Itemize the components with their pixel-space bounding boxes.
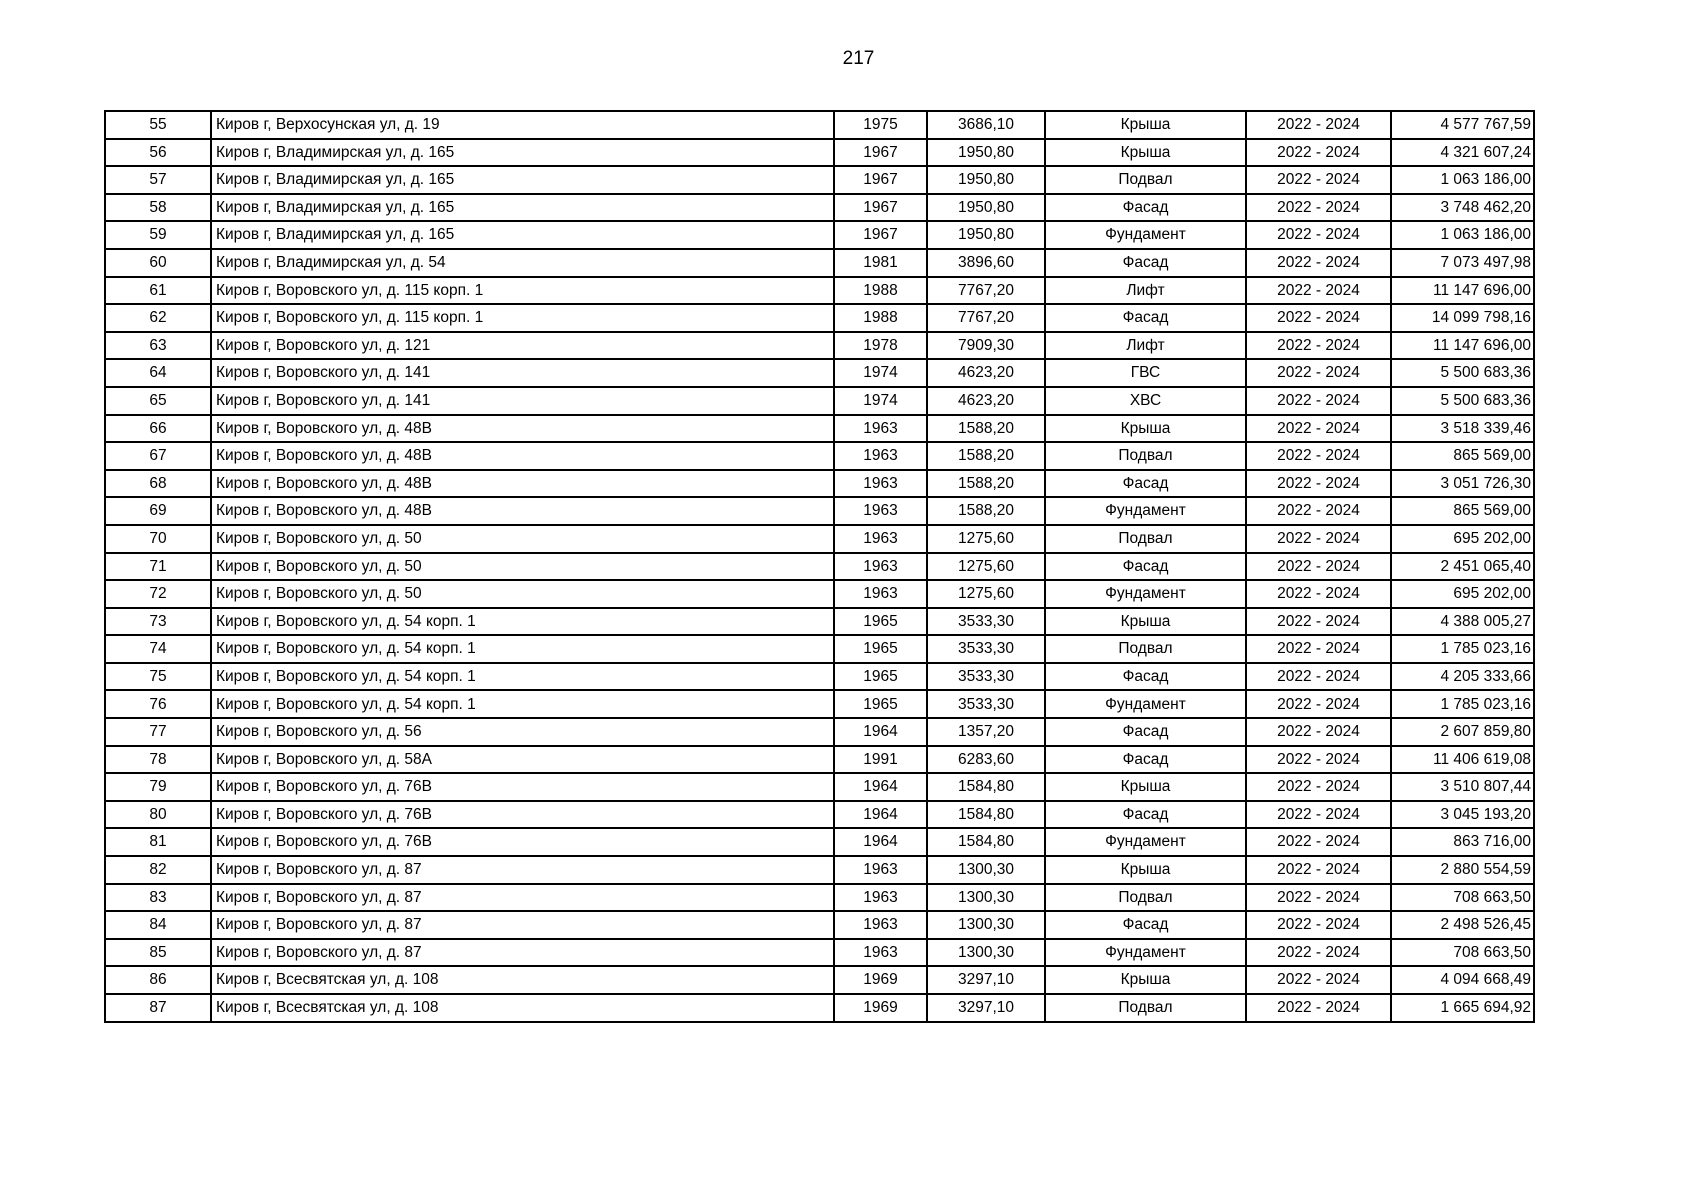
work-type-cell: Фасад	[1045, 194, 1246, 222]
cost-cell: 2 607 859,80	[1391, 718, 1534, 746]
period-cell: 2022 - 2024	[1246, 939, 1391, 967]
area-cell: 3533,30	[927, 690, 1045, 718]
year-cell: 1963	[834, 553, 927, 581]
cost-cell: 1 063 186,00	[1391, 166, 1534, 194]
address-cell: Киров г, Воровского ул, д. 58А	[211, 746, 834, 774]
work-type-cell: Подвал	[1045, 525, 1246, 553]
cost-cell: 2 498 526,45	[1391, 911, 1534, 939]
cost-cell: 4 577 767,59	[1391, 111, 1534, 139]
row-number-cell: 61	[105, 277, 211, 305]
address-cell: Киров г, Всесвятская ул, д. 108	[211, 994, 834, 1022]
row-number-cell: 68	[105, 470, 211, 498]
area-cell: 1950,80	[927, 139, 1045, 167]
area-cell: 1950,80	[927, 194, 1045, 222]
work-type-cell: Фасад	[1045, 746, 1246, 774]
address-cell: Киров г, Владимирская ул, д. 165	[211, 194, 834, 222]
address-cell: Киров г, Воровского ул, д. 48В	[211, 415, 834, 443]
year-cell: 1978	[834, 332, 927, 360]
address-cell: Киров г, Воровского ул, д. 54 корп. 1	[211, 690, 834, 718]
work-type-cell: Фундамент	[1045, 690, 1246, 718]
year-cell: 1964	[834, 718, 927, 746]
period-cell: 2022 - 2024	[1246, 221, 1391, 249]
area-cell: 1275,60	[927, 580, 1045, 608]
address-cell: Киров г, Воровского ул, д. 87	[211, 911, 834, 939]
year-cell: 1963	[834, 911, 927, 939]
row-number-cell: 81	[105, 828, 211, 856]
address-cell: Киров г, Воровского ул, д. 115 корп. 1	[211, 277, 834, 305]
table-row	[105, 773, 1534, 801]
work-type-cell: Фундамент	[1045, 939, 1246, 967]
cost-cell: 708 663,50	[1391, 939, 1534, 967]
table-row	[105, 553, 1534, 581]
address-cell: Киров г, Владимирская ул, д. 165	[211, 166, 834, 194]
period-cell: 2022 - 2024	[1246, 690, 1391, 718]
area-cell: 6283,60	[927, 746, 1045, 774]
period-cell: 2022 - 2024	[1246, 635, 1391, 663]
work-type-cell: Лифт	[1045, 277, 1246, 305]
cost-cell: 2 880 554,59	[1391, 856, 1534, 884]
year-cell: 1967	[834, 221, 927, 249]
table-row	[105, 856, 1534, 884]
work-type-cell: Фундамент	[1045, 828, 1246, 856]
table-row	[105, 470, 1534, 498]
work-type-cell: Фасад	[1045, 911, 1246, 939]
area-cell: 1300,30	[927, 884, 1045, 912]
period-cell: 2022 - 2024	[1246, 884, 1391, 912]
work-type-cell: Крыша	[1045, 608, 1246, 636]
work-type-cell: Фасад	[1045, 553, 1246, 581]
row-number-cell: 58	[105, 194, 211, 222]
area-cell: 4623,20	[927, 387, 1045, 415]
cost-cell: 695 202,00	[1391, 525, 1534, 553]
table-container	[104, 110, 1535, 1023]
table-row	[105, 939, 1534, 967]
period-cell: 2022 - 2024	[1246, 332, 1391, 360]
cost-cell: 3 510 807,44	[1391, 773, 1534, 801]
year-cell: 1963	[834, 415, 927, 443]
cost-cell: 865 569,00	[1391, 442, 1534, 470]
address-cell: Киров г, Воровского ул, д. 48В	[211, 497, 834, 525]
year-cell: 1967	[834, 194, 927, 222]
address-cell: Киров г, Воровского ул, д. 141	[211, 359, 834, 387]
address-cell: Киров г, Воровского ул, д. 54 корп. 1	[211, 608, 834, 636]
cost-cell: 5 500 683,36	[1391, 359, 1534, 387]
cost-cell: 3 051 726,30	[1391, 470, 1534, 498]
year-cell: 1988	[834, 304, 927, 332]
row-number-cell: 87	[105, 994, 211, 1022]
address-cell: Киров г, Всесвятская ул, д. 108	[211, 966, 834, 994]
cost-cell: 5 500 683,36	[1391, 387, 1534, 415]
row-number-cell: 55	[105, 111, 211, 139]
works-table	[104, 110, 1535, 1023]
cost-cell: 11 147 696,00	[1391, 277, 1534, 305]
area-cell: 1950,80	[927, 221, 1045, 249]
work-type-cell: Подвал	[1045, 884, 1246, 912]
work-type-cell: Фасад	[1045, 304, 1246, 332]
table-row	[105, 221, 1534, 249]
table-row	[105, 884, 1534, 912]
table-row	[105, 194, 1534, 222]
table-row	[105, 718, 1534, 746]
table-row	[105, 828, 1534, 856]
row-number-cell: 79	[105, 773, 211, 801]
row-number-cell: 69	[105, 497, 211, 525]
address-cell: Киров г, Воровского ул, д. 76В	[211, 828, 834, 856]
period-cell: 2022 - 2024	[1246, 359, 1391, 387]
address-cell: Киров г, Воровского ул, д. 141	[211, 387, 834, 415]
row-number-cell: 83	[105, 884, 211, 912]
area-cell: 3297,10	[927, 994, 1045, 1022]
period-cell: 2022 - 2024	[1246, 277, 1391, 305]
year-cell: 1974	[834, 387, 927, 415]
area-cell: 1588,20	[927, 415, 1045, 443]
row-number-cell: 84	[105, 911, 211, 939]
area-cell: 1588,20	[927, 497, 1045, 525]
cost-cell: 1 063 186,00	[1391, 221, 1534, 249]
period-cell: 2022 - 2024	[1246, 828, 1391, 856]
year-cell: 1963	[834, 497, 927, 525]
table-row	[105, 525, 1534, 553]
address-cell: Киров г, Воровского ул, д. 87	[211, 884, 834, 912]
row-number-cell: 64	[105, 359, 211, 387]
table-row	[105, 966, 1534, 994]
table-row	[105, 359, 1534, 387]
area-cell: 1950,80	[927, 166, 1045, 194]
area-cell: 7767,20	[927, 277, 1045, 305]
work-type-cell: Фундамент	[1045, 580, 1246, 608]
table-row	[105, 415, 1534, 443]
year-cell: 1981	[834, 249, 927, 277]
year-cell: 1963	[834, 939, 927, 967]
work-type-cell: Подвал	[1045, 635, 1246, 663]
year-cell: 1964	[834, 801, 927, 829]
work-type-cell: Крыша	[1045, 773, 1246, 801]
year-cell: 1963	[834, 525, 927, 553]
area-cell: 1588,20	[927, 442, 1045, 470]
cost-cell: 1 785 023,16	[1391, 635, 1534, 663]
table-row	[105, 111, 1534, 139]
row-number-cell: 75	[105, 663, 211, 691]
period-cell: 2022 - 2024	[1246, 608, 1391, 636]
work-type-cell: Крыша	[1045, 856, 1246, 884]
table-row	[105, 497, 1534, 525]
work-type-cell: Лифт	[1045, 332, 1246, 360]
period-cell: 2022 - 2024	[1246, 718, 1391, 746]
area-cell: 1588,20	[927, 470, 1045, 498]
year-cell: 1963	[834, 442, 927, 470]
year-cell: 1967	[834, 139, 927, 167]
work-type-cell: Подвал	[1045, 994, 1246, 1022]
work-type-cell: Фасад	[1045, 718, 1246, 746]
year-cell: 1963	[834, 884, 927, 912]
address-cell: Киров г, Воровского ул, д. 87	[211, 939, 834, 967]
address-cell: Киров г, Воровского ул, д. 48В	[211, 442, 834, 470]
period-cell: 2022 - 2024	[1246, 663, 1391, 691]
cost-cell: 1 665 694,92	[1391, 994, 1534, 1022]
period-cell: 2022 - 2024	[1246, 553, 1391, 581]
period-cell: 2022 - 2024	[1246, 911, 1391, 939]
row-number-cell: 59	[105, 221, 211, 249]
table-row	[105, 277, 1534, 305]
cost-cell: 865 569,00	[1391, 497, 1534, 525]
cost-cell: 11 406 619,08	[1391, 746, 1534, 774]
area-cell: 1275,60	[927, 553, 1045, 581]
year-cell: 1965	[834, 690, 927, 718]
year-cell: 1964	[834, 828, 927, 856]
work-type-cell: Фасад	[1045, 801, 1246, 829]
address-cell: Киров г, Воровского ул, д. 50	[211, 553, 834, 581]
table-row	[105, 635, 1534, 663]
period-cell: 2022 - 2024	[1246, 497, 1391, 525]
work-type-cell: Крыша	[1045, 415, 1246, 443]
work-type-cell: Фундамент	[1045, 221, 1246, 249]
area-cell: 3533,30	[927, 663, 1045, 691]
row-number-cell: 72	[105, 580, 211, 608]
table-row	[105, 801, 1534, 829]
row-number-cell: 60	[105, 249, 211, 277]
period-cell: 2022 - 2024	[1246, 194, 1391, 222]
work-type-cell: Крыша	[1045, 111, 1246, 139]
period-cell: 2022 - 2024	[1246, 966, 1391, 994]
address-cell: Киров г, Верхосунская ул, д. 19	[211, 111, 834, 139]
cost-cell: 2 451 065,40	[1391, 553, 1534, 581]
table-row	[105, 387, 1534, 415]
address-cell: Киров г, Воровского ул, д. 76В	[211, 773, 834, 801]
period-cell: 2022 - 2024	[1246, 994, 1391, 1022]
row-number-cell: 73	[105, 608, 211, 636]
work-type-cell: Фундамент	[1045, 497, 1246, 525]
period-cell: 2022 - 2024	[1246, 746, 1391, 774]
period-cell: 2022 - 2024	[1246, 525, 1391, 553]
work-type-cell: Подвал	[1045, 442, 1246, 470]
period-cell: 2022 - 2024	[1246, 442, 1391, 470]
address-cell: Киров г, Воровского ул, д. 54 корп. 1	[211, 635, 834, 663]
address-cell: Киров г, Воровского ул, д. 87	[211, 856, 834, 884]
address-cell: Киров г, Владимирская ул, д. 165	[211, 139, 834, 167]
table-row	[105, 911, 1534, 939]
table-row	[105, 663, 1534, 691]
cost-cell: 4 388 005,27	[1391, 608, 1534, 636]
year-cell: 1963	[834, 470, 927, 498]
table-row	[105, 608, 1534, 636]
address-cell: Киров г, Воровского ул, д. 48В	[211, 470, 834, 498]
area-cell: 7909,30	[927, 332, 1045, 360]
row-number-cell: 80	[105, 801, 211, 829]
table-row	[105, 994, 1534, 1022]
cost-cell: 4 094 668,49	[1391, 966, 1534, 994]
table-row	[105, 690, 1534, 718]
year-cell: 1988	[834, 277, 927, 305]
table-row	[105, 746, 1534, 774]
year-cell: 1965	[834, 635, 927, 663]
row-number-cell: 77	[105, 718, 211, 746]
period-cell: 2022 - 2024	[1246, 387, 1391, 415]
work-type-cell: Фасад	[1045, 470, 1246, 498]
address-cell: Киров г, Воровского ул, д. 54 корп. 1	[211, 663, 834, 691]
table-row	[105, 166, 1534, 194]
period-cell: 2022 - 2024	[1246, 470, 1391, 498]
area-cell: 1584,80	[927, 801, 1045, 829]
row-number-cell: 67	[105, 442, 211, 470]
address-cell: Киров г, Воровского ул, д. 76В	[211, 801, 834, 829]
cost-cell: 4 205 333,66	[1391, 663, 1534, 691]
period-cell: 2022 - 2024	[1246, 801, 1391, 829]
row-number-cell: 70	[105, 525, 211, 553]
cost-cell: 3 748 462,20	[1391, 194, 1534, 222]
cost-cell: 3 518 339,46	[1391, 415, 1534, 443]
area-cell: 4623,20	[927, 359, 1045, 387]
period-cell: 2022 - 2024	[1246, 249, 1391, 277]
address-cell: Киров г, Владимирская ул, д. 165	[211, 221, 834, 249]
table-row	[105, 139, 1534, 167]
area-cell: 3533,30	[927, 608, 1045, 636]
table-row	[105, 442, 1534, 470]
area-cell: 3686,10	[927, 111, 1045, 139]
area-cell: 3896,60	[927, 249, 1045, 277]
table-row	[105, 580, 1534, 608]
work-type-cell: ГВС	[1045, 359, 1246, 387]
work-type-cell: Крыша	[1045, 139, 1246, 167]
year-cell: 1969	[834, 994, 927, 1022]
cost-cell: 863 716,00	[1391, 828, 1534, 856]
work-type-cell: Крыша	[1045, 966, 1246, 994]
area-cell: 1300,30	[927, 856, 1045, 884]
period-cell: 2022 - 2024	[1246, 111, 1391, 139]
row-number-cell: 71	[105, 553, 211, 581]
area-cell: 1300,30	[927, 911, 1045, 939]
work-type-cell: Фасад	[1045, 663, 1246, 691]
area-cell: 1275,60	[927, 525, 1045, 553]
cost-cell: 4 321 607,24	[1391, 139, 1534, 167]
cost-cell: 1 785 023,16	[1391, 690, 1534, 718]
work-type-cell: Подвал	[1045, 166, 1246, 194]
period-cell: 2022 - 2024	[1246, 580, 1391, 608]
year-cell: 1963	[834, 856, 927, 884]
year-cell: 1965	[834, 663, 927, 691]
cost-cell: 14 099 798,16	[1391, 304, 1534, 332]
page-number: 217	[842, 48, 875, 69]
row-number-cell: 63	[105, 332, 211, 360]
cost-cell: 3 045 193,20	[1391, 801, 1534, 829]
address-cell: Киров г, Воровского ул, д. 50	[211, 580, 834, 608]
period-cell: 2022 - 2024	[1246, 415, 1391, 443]
cost-cell: 695 202,00	[1391, 580, 1534, 608]
row-number-cell: 74	[105, 635, 211, 663]
cost-cell: 11 147 696,00	[1391, 332, 1534, 360]
year-cell: 1991	[834, 746, 927, 774]
row-number-cell: 78	[105, 746, 211, 774]
row-number-cell: 57	[105, 166, 211, 194]
year-cell: 1967	[834, 166, 927, 194]
table-row	[105, 249, 1534, 277]
area-cell: 1584,80	[927, 828, 1045, 856]
address-cell: Киров г, Воровского ул, д. 121	[211, 332, 834, 360]
period-cell: 2022 - 2024	[1246, 166, 1391, 194]
year-cell: 1974	[834, 359, 927, 387]
row-number-cell: 85	[105, 939, 211, 967]
address-cell: Киров г, Воровского ул, д. 56	[211, 718, 834, 746]
period-cell: 2022 - 2024	[1246, 773, 1391, 801]
address-cell: Киров г, Воровского ул, д. 115 корп. 1	[211, 304, 834, 332]
work-type-cell: Фасад	[1045, 249, 1246, 277]
table-row	[105, 332, 1534, 360]
period-cell: 2022 - 2024	[1246, 856, 1391, 884]
row-number-cell: 65	[105, 387, 211, 415]
area-cell: 3297,10	[927, 966, 1045, 994]
area-cell: 1300,30	[927, 939, 1045, 967]
row-number-cell: 86	[105, 966, 211, 994]
area-cell: 3533,30	[927, 635, 1045, 663]
table-row	[105, 304, 1534, 332]
period-cell: 2022 - 2024	[1246, 139, 1391, 167]
year-cell: 1964	[834, 773, 927, 801]
address-cell: Киров г, Воровского ул, д. 50	[211, 525, 834, 553]
area-cell: 1584,80	[927, 773, 1045, 801]
year-cell: 1965	[834, 608, 927, 636]
row-number-cell: 62	[105, 304, 211, 332]
year-cell: 1963	[834, 580, 927, 608]
period-cell: 2022 - 2024	[1246, 304, 1391, 332]
row-number-cell: 56	[105, 139, 211, 167]
row-number-cell: 82	[105, 856, 211, 884]
address-cell: Киров г, Владимирская ул, д. 54	[211, 249, 834, 277]
table-body	[105, 111, 1534, 1022]
cost-cell: 708 663,50	[1391, 884, 1534, 912]
area-cell: 1357,20	[927, 718, 1045, 746]
area-cell: 7767,20	[927, 304, 1045, 332]
row-number-cell: 76	[105, 690, 211, 718]
row-number-cell: 66	[105, 415, 211, 443]
work-type-cell: ХВС	[1045, 387, 1246, 415]
year-cell: 1969	[834, 966, 927, 994]
cost-cell: 7 073 497,98	[1391, 249, 1534, 277]
year-cell: 1975	[834, 111, 927, 139]
